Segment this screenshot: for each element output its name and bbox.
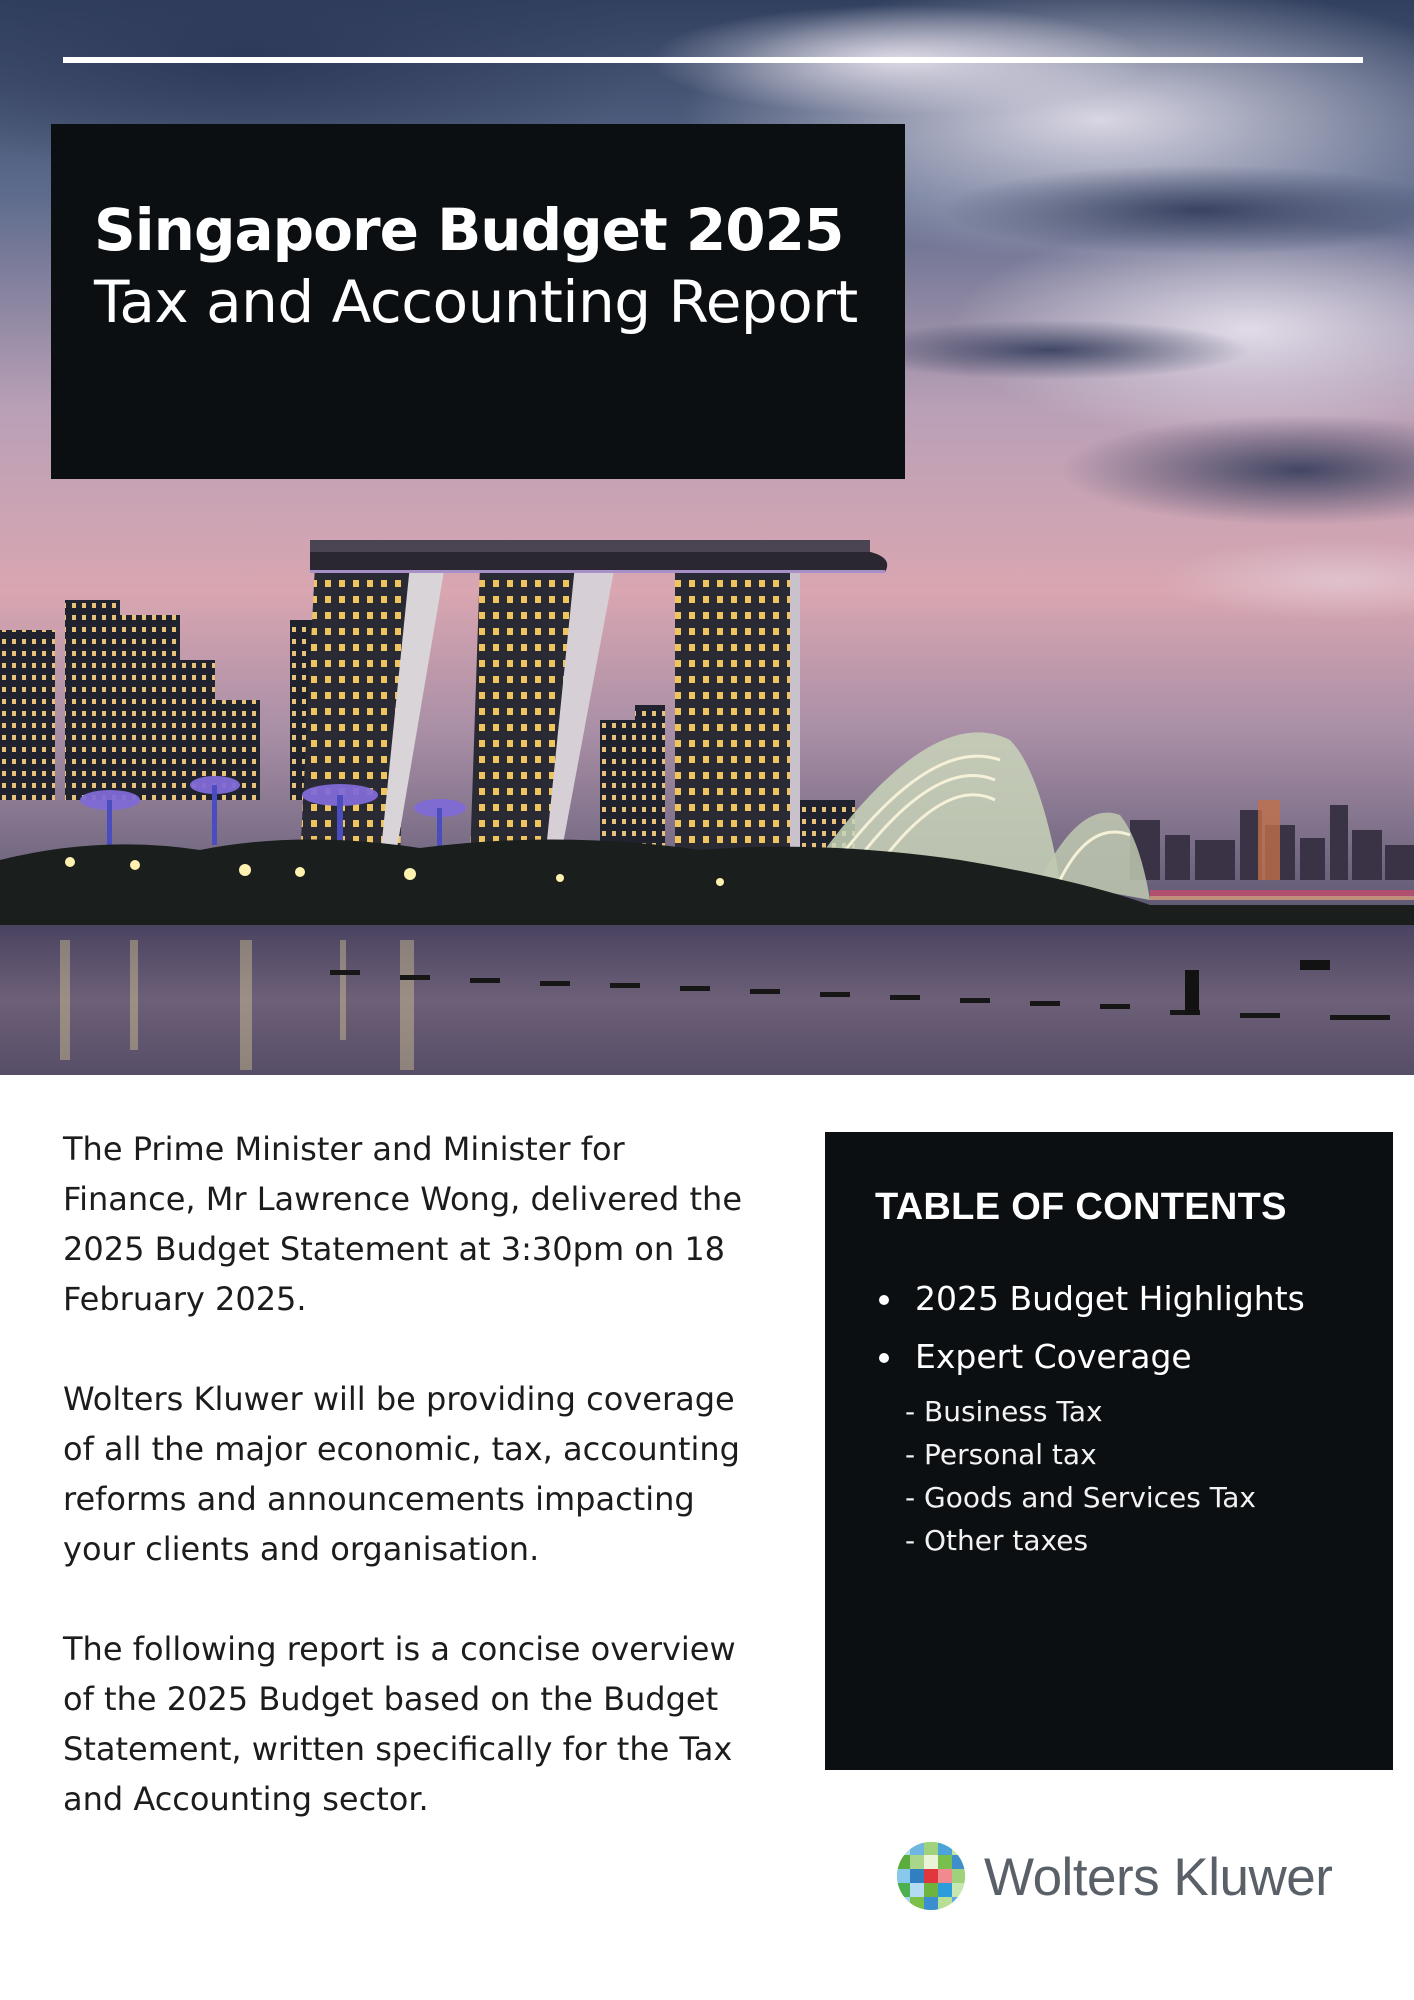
wolters-kluwer-mosaic-icon	[896, 1841, 966, 1911]
toc-item-label: Expert Coverage	[915, 1337, 1192, 1376]
wolters-kluwer-logo	[896, 1838, 1356, 1918]
toc-sublist	[875, 1390, 1353, 1562]
toc-subitem-other-taxes[interactable]: - Other taxes	[905, 1524, 1089, 1557]
toc-subitem-business-tax[interactable]: - Business Tax	[905, 1395, 1103, 1428]
intro-text	[63, 1124, 763, 1874]
title-panel	[51, 124, 905, 479]
intro-paragraph: Wolters Kluwer will be providing coverage of all the major economic, tax, accounting reforms and announcements impacting your clients and organisation.	[63, 1380, 740, 1568]
toc-item-budget-highlights[interactable]	[875, 1270, 1353, 1328]
report-subtitle: Tax and Accounting Report	[94, 268, 858, 336]
logo-wordmark: Wolters Kluwer	[984, 1848, 1333, 1907]
bullet-icon	[879, 1295, 889, 1305]
top-rule	[63, 57, 1363, 63]
toc-heading: TABLE OF CONTENTS	[875, 1186, 1287, 1228]
toc-item-label: 2025 Budget Highlights	[915, 1279, 1305, 1318]
intro-paragraph: The Prime Minister and Minister for Finance, Mr Lawrence Wong, delivered the 2025 Budget Statement at 3:30pm on 18 February 2025.	[63, 1130, 743, 1318]
table-of-contents	[825, 1132, 1393, 1770]
toc-subitem-gst[interactable]: - Goods and Services Tax	[905, 1481, 1256, 1514]
toc-list	[875, 1270, 1353, 1386]
report-title: Singapore Budget 2025	[94, 196, 844, 264]
intro-paragraph: The following report is a concise overview of the 2025 Budget based on the Budget Statement, written specifically for the Tax and Accounting sector.	[63, 1630, 736, 1818]
toc-item-expert-coverage[interactable]	[875, 1328, 1353, 1386]
toc-subitem-personal-tax[interactable]: - Personal tax	[905, 1438, 1097, 1471]
bullet-icon	[879, 1353, 889, 1363]
